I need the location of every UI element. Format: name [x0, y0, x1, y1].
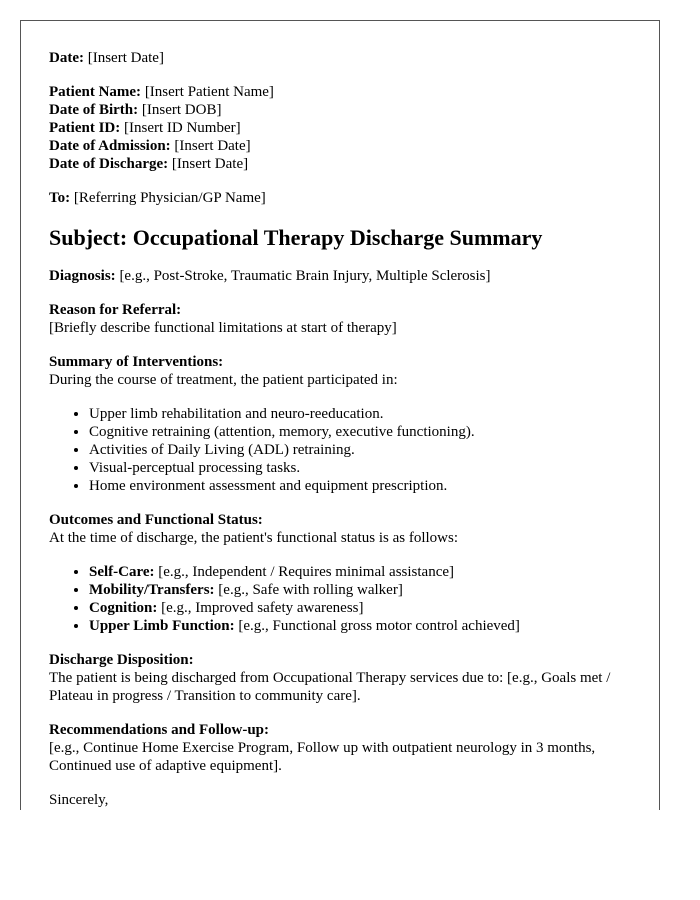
- outcomes-list: [49, 563, 645, 635]
- self-care-value: [e.g., Independent / Requires minimal assistance]: [158, 564, 455, 580]
- referral-heading: Reason for Referral:: [49, 302, 182, 318]
- to-line: [49, 189, 645, 207]
- diagnosis-value: [e.g., Post-Stroke, Traumatic Brain Injury, Multiple Sclerosis]: [119, 268, 491, 284]
- diagnosis-label: Diagnosis:: [49, 268, 116, 284]
- list-item: • Visual-perceptual processing tasks.: [89, 459, 645, 477]
- date-line: [49, 49, 645, 67]
- patient-info-block: [49, 83, 645, 173]
- disposition-heading: Discharge Disposition:: [49, 652, 194, 668]
- admission-value: [Insert Date]: [174, 138, 251, 154]
- disposition-section: [49, 651, 645, 705]
- patient-name-value: [Insert Patient Name]: [144, 84, 274, 100]
- outcomes-intro: At the time of discharge, the patient's functional status is as follows:: [49, 530, 459, 546]
- cognition-label: Cognition:: [89, 600, 158, 616]
- recommendations-section: [49, 721, 645, 775]
- outcomes-section: [49, 511, 645, 635]
- recommendations-text: [e.g., Continue Home Exercise Program, Follow up with outpatient neurology in 3 months, Continued use of adaptive equipment].: [49, 740, 596, 774]
- list-item: [89, 617, 645, 635]
- patient-name-label: Patient Name:: [49, 84, 142, 100]
- mobility-label: Mobility/Transfers:: [89, 582, 215, 598]
- list-item: • Activities of Daily Living (ADL) retraining.: [89, 441, 645, 459]
- patient-id-line: [49, 119, 645, 137]
- cognition-value: [e.g., Improved safety awareness]: [161, 600, 364, 616]
- list-item: [89, 599, 645, 617]
- referral-section: [49, 301, 645, 337]
- discharge-value: [Insert Date]: [171, 156, 249, 172]
- interventions-list: [49, 405, 645, 495]
- signature-cutoff: Sincerely,: [49, 792, 109, 808]
- dob-line: [49, 101, 645, 119]
- outcomes-heading: Outcomes and Functional Status:: [49, 512, 263, 528]
- mobility-value: [e.g., Safe with rolling walker]: [218, 582, 403, 598]
- list-item: • Cognitive retraining (attention, memory, executive functioning).: [89, 423, 645, 441]
- list-item: • Home environment assessment and equipment prescription.: [89, 477, 645, 495]
- letter-content: [49, 49, 645, 809]
- recommendations-heading: Recommendations and Follow-up:: [49, 722, 270, 738]
- document-page: [20, 20, 660, 810]
- to-label: To:: [49, 190, 71, 206]
- to-value: [Referring Physician/GP Name]: [73, 190, 266, 206]
- dob-value: [Insert DOB]: [141, 102, 222, 118]
- patient-id-label: Patient ID:: [49, 120, 121, 136]
- discharge-line: [49, 155, 645, 173]
- admission-line: [49, 137, 645, 155]
- list-item: • Upper limb rehabilitation and neuro-reeducation.: [89, 405, 645, 423]
- discharge-label: Date of Discharge:: [49, 156, 169, 172]
- date-value: [Insert Date]: [87, 50, 164, 66]
- admission-label: Date of Admission:: [49, 138, 171, 154]
- list-item: [89, 563, 645, 581]
- subject-heading: Subject: Occupational Therapy Discharge Summary: [49, 225, 543, 250]
- upper-limb-label: Upper Limb Function:: [89, 618, 235, 634]
- patient-id-value: [Insert ID Number]: [124, 120, 241, 136]
- self-care-label: Self-Care:: [89, 564, 155, 580]
- upper-limb-value: [e.g., Functional gross motor control achieved]: [238, 618, 520, 634]
- interventions-heading: Summary of Interventions:: [49, 354, 224, 370]
- interventions-intro: During the course of treatment, the patient participated in:: [49, 372, 398, 388]
- list-item: [89, 581, 645, 599]
- disposition-text: The patient is being discharged from Occupational Therapy services due to: [e.g., Goals met / Plateau in progress / Transition to community care].: [49, 670, 611, 704]
- dob-label: Date of Birth:: [49, 102, 139, 118]
- date-label: Date:: [49, 50, 84, 66]
- diagnosis-line: [49, 267, 645, 285]
- interventions-section: [49, 353, 645, 495]
- patient-name-line: [49, 83, 645, 101]
- referral-text: [Briefly describe functional limitations at start of therapy]: [49, 320, 397, 336]
